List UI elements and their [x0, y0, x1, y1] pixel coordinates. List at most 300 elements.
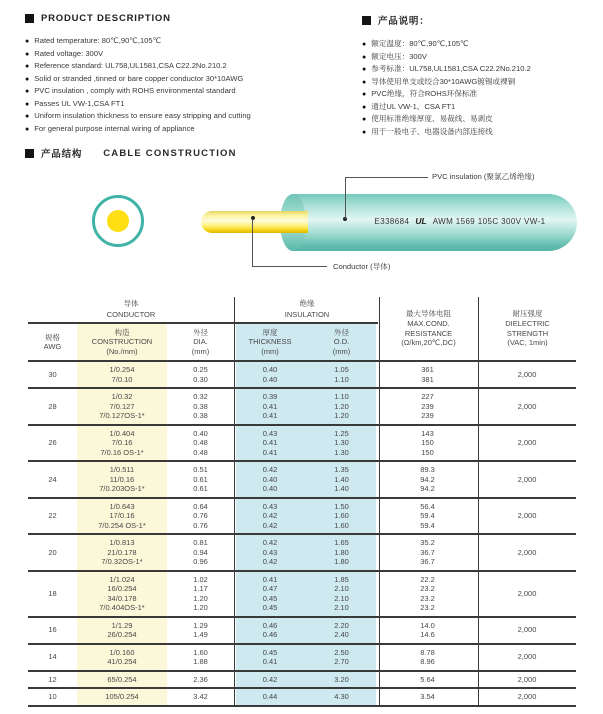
list-item-text: Uniform insulation thickness to ensure easy stripping and cutting — [34, 111, 251, 120]
bullet-icon: ● — [25, 75, 30, 83]
cell-value: 36.7 — [420, 547, 435, 557]
resistance-cell — [377, 692, 478, 702]
header-line: 外径 — [334, 327, 349, 337]
cell-value: 1.20 — [334, 411, 349, 420]
cell-value: 14 — [48, 652, 57, 662]
awg-cell — [28, 538, 77, 567]
table-row — [28, 389, 576, 426]
dia-cell — [167, 365, 234, 384]
conductor-callout-line-vertical — [252, 220, 253, 266]
cell-value: 1.29 — [193, 620, 208, 630]
cable-marking-spec: AWM 1569 105C 300V VW-1 — [432, 216, 546, 226]
bullet-icon: ● — [362, 66, 367, 73]
dielectric-cell — [478, 502, 576, 531]
cell-value: 7/0.254 OS-1* — [98, 520, 146, 530]
dielectric-cell — [478, 575, 576, 613]
bullet-icon: ● — [362, 116, 367, 123]
resistance-cell — [377, 429, 478, 458]
pvc-insulation-label: PVC insulation (聚氯乙烯绝缘) — [432, 172, 535, 181]
cell-value: 16/0.254 — [107, 584, 137, 593]
cell-value: 2,000 — [517, 511, 537, 520]
list-item-text: Reference standard: UL758,UL1581,CSA C22.2No.210.2 — [34, 61, 227, 70]
cell-value: 1.65 — [334, 538, 349, 547]
list-item — [362, 126, 603, 139]
cell-value: 2.40 — [334, 630, 349, 639]
dia-cell — [167, 538, 234, 567]
cell-value: 22.2 — [420, 574, 435, 584]
list-item-text: 使用标准绝缘厚度、易裁线、易剥皮 — [371, 114, 493, 123]
dielectric-cell — [478, 429, 576, 458]
cell-value: 0.40 — [262, 484, 278, 493]
bullet-icon: ● — [25, 100, 30, 108]
bullet-icon: ● — [362, 103, 367, 111]
cell-value: 3.54 — [420, 692, 435, 701]
section-marker-icon — [25, 149, 34, 158]
cell-value: 2,000 — [517, 547, 537, 557]
cell-value: 12 — [48, 674, 57, 684]
cable-cross-section-core — [107, 210, 129, 232]
table-row — [28, 499, 576, 536]
resistance-cell — [377, 392, 478, 421]
awg-cell — [28, 675, 77, 685]
cell-value: 150 — [421, 447, 434, 457]
cell-value: 1/1.024 — [109, 574, 135, 584]
cell-value: 24 — [48, 474, 57, 484]
list-item — [25, 48, 355, 61]
cell-value: 1/0.160 — [109, 647, 135, 657]
list-item-text: 用于一般电子、电器设备内部连接线 — [371, 126, 493, 136]
cell-value: 227 — [421, 392, 434, 401]
resistance-cell — [377, 675, 478, 685]
list-item-text: Rated temperature: 80℃,90℃,105℃ — [34, 36, 162, 45]
construction-cell — [77, 675, 167, 685]
od-cell — [306, 648, 377, 667]
table-row — [28, 645, 576, 672]
cell-value: 0.46 — [262, 630, 278, 639]
cell-value: 17/0.16 — [109, 511, 135, 520]
cell-value: 1.30 — [334, 438, 349, 447]
cell-value: 239 — [421, 401, 434, 411]
cell-value: 3.42 — [193, 692, 208, 701]
cell-value: 1.20 — [193, 603, 208, 612]
resistance-cell — [377, 648, 478, 667]
dielectric-cell — [478, 675, 576, 685]
awg-cell — [28, 692, 77, 702]
cell-value: 105/0.254 — [105, 692, 139, 701]
dielectric-cell — [478, 392, 576, 421]
list-item-text: 导体使用单支或绞合30*10AWG镀锡或裸铜 — [371, 76, 516, 86]
cell-value: 0.41 — [262, 411, 278, 420]
cell-value: 0.40 — [262, 374, 278, 384]
table-row — [28, 362, 576, 389]
cell-value: 2,000 — [517, 474, 537, 484]
awg-cell — [28, 575, 77, 613]
cable-marking-cert: E338684 — [374, 216, 410, 226]
header-line: MAX.COND. — [407, 318, 450, 328]
thickness-cell — [234, 392, 306, 421]
thickness-cell — [234, 675, 306, 685]
cell-value: 1.88 — [193, 657, 208, 666]
list-item — [362, 88, 603, 101]
cell-value: 2,000 — [517, 625, 537, 635]
list-item-text: Rated voltage: 300V — [34, 48, 104, 58]
cell-value: 1.40 — [334, 474, 349, 484]
cell-value: 7/0.16 OS-1* — [100, 447, 144, 457]
bullet-icon: ● — [25, 38, 30, 45]
thickness-cell — [234, 648, 306, 667]
bullet-icon: ● — [25, 50, 30, 58]
header-line: 外径 — [193, 327, 208, 337]
bullet-icon: ● — [362, 41, 367, 48]
cell-value: 7/0.10 — [111, 374, 133, 384]
cell-value: 21/0.178 — [107, 547, 137, 557]
dia-cell — [167, 502, 234, 531]
cell-value: 0.42 — [262, 538, 278, 547]
cell-value: 3.20 — [334, 674, 349, 684]
list-item — [362, 51, 603, 64]
table-divider-line — [234, 297, 235, 707]
cell-value: 10 — [48, 692, 57, 701]
list-item — [25, 110, 355, 123]
dielectric-cell — [478, 692, 576, 702]
cell-value: 56.4 — [420, 501, 435, 511]
cell-value: 0.61 — [193, 474, 208, 484]
cell-value: 7/0.404OS-1* — [99, 603, 145, 612]
list-item — [25, 73, 355, 86]
table-row — [28, 535, 576, 572]
header-line: (mm) — [191, 346, 210, 356]
product-description-section — [25, 13, 355, 135]
cable-marking — [350, 216, 570, 226]
list-item — [362, 76, 603, 89]
column-header-awg — [28, 324, 77, 360]
construction-cell — [77, 692, 167, 702]
cell-value: 2,000 — [517, 674, 537, 684]
cell-value: 0.40 — [193, 428, 208, 438]
dia-cell — [167, 675, 234, 685]
construction-cell — [77, 648, 167, 667]
list-item — [25, 123, 355, 136]
list-item-text: 额定电压：300V — [371, 51, 427, 61]
table-row — [28, 618, 576, 645]
table-row — [28, 572, 576, 618]
cell-value: 2,000 — [517, 438, 537, 447]
od-cell — [306, 621, 377, 640]
cell-value: 1.60 — [193, 647, 208, 657]
cell-value: 59.4 — [420, 511, 435, 520]
cell-value: 0.81 — [193, 538, 208, 547]
cell-value: 0.38 — [193, 401, 208, 411]
resistance-cell — [377, 465, 478, 494]
cell-value: 14.6 — [420, 630, 435, 639]
column-header-resistance — [380, 297, 477, 360]
thickness-cell — [234, 538, 306, 567]
table-divider-line — [379, 297, 380, 707]
bullet-icon: ● — [25, 125, 30, 133]
cell-value: 0.41 — [262, 574, 278, 584]
od-cell — [306, 675, 377, 685]
cell-value: 150 — [421, 438, 434, 447]
cell-value: 2.70 — [334, 657, 349, 666]
cell-value: 0.44 — [262, 692, 278, 701]
product-description-cn-title — [362, 13, 603, 27]
dia-cell — [167, 692, 234, 702]
cell-value: 143 — [421, 428, 434, 438]
od-cell — [306, 392, 377, 421]
dielectric-cell — [478, 465, 576, 494]
cell-value: 20 — [48, 547, 57, 557]
column-header-thickness — [234, 324, 306, 360]
cell-value: 2,000 — [517, 369, 537, 379]
cell-value: 23.2 — [420, 603, 435, 612]
table-row — [28, 689, 576, 707]
product-description-list — [25, 35, 355, 135]
resistance-cell — [377, 365, 478, 384]
section-marker-icon — [362, 16, 371, 25]
cell-value: 0.48 — [193, 447, 208, 457]
awg-cell — [28, 465, 77, 494]
header-line: THICKNESS — [248, 337, 292, 347]
cell-value: 0.48 — [193, 438, 208, 447]
cell-value: 239 — [421, 411, 434, 420]
cell-value: 35.2 — [420, 538, 435, 547]
cell-value: 0.76 — [193, 520, 208, 530]
cell-value: 36.7 — [420, 557, 435, 566]
construction-cell — [77, 429, 167, 458]
cell-value: 361 — [421, 365, 434, 374]
cell-value: 11/0.16 — [109, 474, 135, 484]
header-line: DIA. — [193, 337, 208, 347]
list-item-text: Solid or stranded ,tinned or bare copper conductor 30*10AWG — [34, 73, 244, 83]
header-line: O.D. — [333, 337, 350, 347]
dia-cell — [167, 575, 234, 613]
cell-value: 0.96 — [193, 557, 208, 566]
cell-value: 1.80 — [334, 547, 349, 557]
cell-value: 5.64 — [420, 674, 435, 684]
cell-value: 0.43 — [262, 428, 278, 438]
cell-value: 2,000 — [517, 652, 537, 662]
thickness-cell — [234, 621, 306, 640]
construction-cell — [77, 392, 167, 421]
cell-value: 2.50 — [334, 647, 349, 657]
cell-value: 2.36 — [193, 674, 208, 684]
od-cell — [306, 465, 377, 494]
list-item — [362, 63, 603, 76]
header-line: DIELECTRIC — [505, 318, 550, 328]
conductor-core — [201, 211, 308, 233]
thickness-cell — [234, 429, 306, 458]
cell-value: 1/1.29 — [111, 620, 133, 630]
table-body — [28, 362, 576, 707]
header-line: CONSTRUCTION — [91, 337, 153, 347]
cell-value: 1/0.32 — [111, 392, 133, 401]
list-item — [362, 101, 603, 114]
list-item — [25, 60, 355, 73]
cell-value: 0.76 — [193, 511, 208, 520]
cell-value: 8.78 — [420, 647, 435, 657]
cell-value: 2.20 — [334, 620, 349, 630]
cell-value: 1/0.813 — [109, 538, 135, 547]
cell-value: 1/0.643 — [109, 501, 135, 511]
cell-value: 22 — [48, 511, 57, 520]
product-description-cn-title-text: 产品说明： — [378, 16, 430, 27]
thickness-cell — [234, 502, 306, 531]
bullet-icon: ● — [25, 88, 30, 95]
cell-value: 1.25 — [334, 428, 349, 438]
product-description-title-text: PRODUCT DESCRIPTION — [41, 13, 171, 24]
cell-value: 0.30 — [193, 374, 208, 384]
cell-value: 0.40 — [262, 474, 278, 484]
table-row — [28, 426, 576, 463]
cell-value: 0.42 — [262, 674, 278, 684]
dielectric-cell — [478, 648, 576, 667]
cell-value: 1.40 — [334, 484, 349, 493]
thickness-cell — [234, 575, 306, 613]
od-cell — [306, 538, 377, 567]
cell-value: 0.32 — [193, 392, 208, 401]
cell-value: 41/0.254 — [107, 657, 137, 666]
cell-value: 1.10 — [334, 374, 349, 384]
bullet-icon: ● — [362, 78, 367, 86]
cell-value: 0.64 — [193, 501, 208, 511]
od-cell — [306, 692, 377, 702]
resistance-cell — [377, 502, 478, 531]
cell-value: 2,000 — [517, 692, 537, 701]
cell-value: 1.50 — [334, 501, 349, 511]
od-cell — [306, 429, 377, 458]
header-line: INSULATION — [284, 309, 330, 319]
cell-value: 26 — [48, 438, 57, 447]
cell-value: 0.94 — [193, 547, 208, 557]
list-item-text: 通过UL VW-1、CSA FT1 — [371, 101, 456, 111]
cell-value: 1.60 — [334, 511, 349, 520]
header-line: 绝缘 — [299, 299, 315, 308]
list-item-text: PVC insulation , comply with ROHS environmental standard — [34, 86, 236, 95]
cell-value: 2.10 — [334, 584, 349, 593]
spec-table — [28, 297, 576, 707]
dia-cell — [167, 429, 234, 458]
list-item-text: Passes UL VW-1,CSA FT1 — [34, 98, 125, 108]
cell-value: 94.2 — [420, 484, 435, 493]
header-line: (No./mm) — [106, 346, 138, 356]
construction-cell — [77, 465, 167, 494]
construction-cell — [77, 538, 167, 567]
cell-value: 0.41 — [262, 438, 278, 447]
cell-value: 94.2 — [420, 474, 435, 484]
cell-value: 7/0.127OS-1* — [99, 411, 145, 420]
cable-construction-title-cn: 产品结构 — [41, 149, 83, 160]
bullet-icon: ● — [362, 53, 367, 61]
cell-value: 0.39 — [262, 392, 278, 401]
column-header-dia — [167, 324, 234, 360]
header-line: 构造 — [114, 327, 130, 337]
list-item-text: For general purpose internal wiring of appliance — [34, 123, 195, 133]
list-item — [25, 85, 355, 98]
resistance-cell — [377, 621, 478, 640]
bullet-icon: ● — [362, 128, 367, 136]
resistance-cell — [377, 538, 478, 567]
cell-value: 7/0.203OS-1* — [99, 484, 145, 493]
group-header-conductor — [28, 299, 234, 320]
list-item — [362, 113, 603, 126]
awg-cell — [28, 648, 77, 667]
header-line: 最大导体电阻 — [406, 309, 451, 319]
table-row — [28, 462, 576, 499]
list-item-text: PVC绝缘，符合ROHS环保标准 — [371, 89, 478, 98]
cell-value: 59.4 — [420, 520, 435, 530]
cell-value: 2,000 — [517, 588, 537, 598]
cell-value: 1.10 — [334, 392, 349, 401]
product-description-cn-section — [362, 13, 603, 138]
cell-value: 0.42 — [262, 511, 278, 520]
cell-value: 1.20 — [334, 401, 349, 411]
cell-value: 1.05 — [334, 365, 349, 374]
od-cell — [306, 575, 377, 613]
pvc-callout-line-vertical — [345, 177, 346, 219]
cell-value: 7/0.32OS-1* — [101, 557, 143, 566]
cell-value: 1.30 — [334, 447, 349, 457]
list-item — [25, 98, 355, 111]
list-item-text: 参考标准：UL758,UL1581,CSA C22.2No.210.2 — [371, 64, 531, 73]
cell-value: 1.60 — [334, 520, 349, 530]
header-line: AWG — [43, 342, 62, 351]
cell-value: 0.45 — [262, 647, 278, 657]
cell-value: 30 — [48, 369, 57, 379]
thickness-cell — [234, 465, 306, 494]
header-line: 导体 — [123, 299, 139, 308]
cell-value: 1/0.404 — [109, 428, 135, 438]
cell-value: 0.41 — [262, 447, 278, 457]
cell-value: 0.45 — [262, 603, 278, 612]
cell-value: 0.38 — [193, 411, 208, 420]
cell-value: 65/0.254 — [107, 674, 137, 684]
cell-value: 0.42 — [262, 520, 278, 530]
cell-value: 1.20 — [193, 593, 208, 603]
thickness-cell — [234, 692, 306, 702]
cell-value: 7/0.127 — [109, 401, 135, 411]
cell-value: 28 — [48, 401, 57, 411]
dielectric-cell — [478, 365, 576, 384]
cell-value: 23.2 — [420, 584, 435, 593]
dia-cell — [167, 392, 234, 421]
dia-cell — [167, 621, 234, 640]
list-item-text: 额定温度：80℃,90℃,105℃ — [371, 39, 469, 48]
cell-value: 0.46 — [262, 620, 278, 630]
cell-value: 1.17 — [193, 584, 208, 593]
cell-value: 0.61 — [193, 484, 208, 493]
conductor-callout-line-horizontal — [252, 266, 327, 267]
cell-value: 89.3 — [420, 465, 435, 474]
header-line: 耐压强度 — [512, 309, 543, 319]
cell-value: 16 — [48, 625, 57, 635]
cell-value: 1.35 — [334, 465, 349, 474]
table-divider-line — [478, 297, 479, 707]
header-line: (VAC, 1min) — [507, 338, 548, 348]
table-row — [28, 672, 576, 690]
thickness-cell — [234, 365, 306, 384]
cell-value: 0.43 — [262, 501, 278, 511]
dia-cell — [167, 465, 234, 494]
cell-value: 34/0.178 — [107, 593, 137, 603]
group-header-insulation — [236, 299, 378, 320]
construction-cell — [77, 502, 167, 531]
column-header-construction — [77, 324, 167, 360]
dielectric-cell — [478, 621, 576, 640]
cell-value: 0.42 — [262, 465, 278, 474]
column-header-dielectric-strength — [479, 297, 576, 360]
bullet-icon: ● — [25, 113, 30, 120]
cell-value: 2,000 — [517, 401, 537, 411]
